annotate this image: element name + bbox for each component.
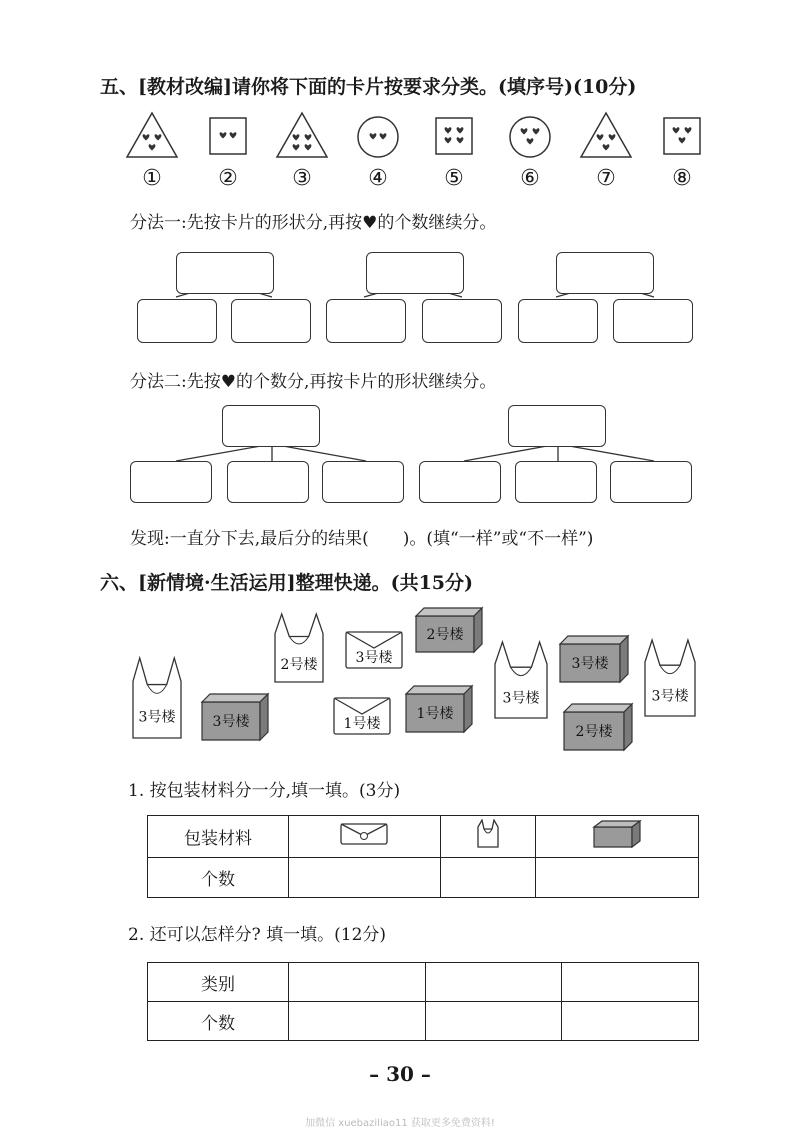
method2-sub-box[interactable] — [610, 461, 692, 503]
parcel-label: 3号楼 — [502, 690, 540, 707]
bag-icon — [473, 819, 503, 849]
method1-sub-box[interactable] — [613, 299, 693, 343]
box-parcel — [558, 634, 630, 684]
parcel-label: 1号楼 — [416, 706, 454, 722]
finding-text: 发现:一直分下去,最后分的结果( )。(填“一样”或“不一样”) — [130, 529, 594, 549]
card-label: ② — [218, 166, 238, 191]
section6-heading: 六、[新情境·生活运用]整理快递。(共15分) — [100, 572, 474, 594]
q2-answer-cell[interactable] — [562, 1002, 699, 1041]
method2-group1-box[interactable] — [222, 405, 320, 447]
section5-heading: 五、[教材改编]请你将下面的卡片按要求分类。(填序号)(10分) — [100, 76, 637, 98]
envelope-parcel — [344, 630, 404, 670]
envelope-icon — [339, 821, 389, 847]
card-label: ① — [142, 166, 162, 191]
q1-answer-cell[interactable] — [440, 858, 535, 898]
q2-prompt: 2. 还可以怎样分? 填一填。(12分) — [128, 925, 387, 945]
card-label: ③ — [292, 166, 312, 191]
bag-parcel — [492, 640, 550, 720]
parcel-label: 3号楼 — [212, 714, 250, 730]
box-parcel — [414, 606, 484, 654]
parcel-label: 3号楼 — [651, 688, 689, 705]
method1-group2-box[interactable] — [366, 252, 464, 294]
parcel-label: 2号楼 — [575, 724, 613, 740]
q2-answer-cell[interactable] — [289, 963, 426, 1002]
method2-group2-box[interactable] — [508, 405, 606, 447]
q2-answer-cell[interactable] — [425, 963, 562, 1002]
method1-sub-box[interactable] — [326, 299, 406, 343]
method2-sub-box[interactable] — [515, 461, 597, 503]
parcel-label: 2号楼 — [280, 656, 318, 673]
method2-sub-box[interactable] — [227, 461, 309, 503]
box-parcel — [562, 702, 634, 752]
method2-sub-box[interactable] — [322, 461, 404, 503]
q1-prompt: 1. 按包装材料分一分,填一填。(3分) — [128, 781, 401, 801]
q2-header-category: 类别 — [148, 963, 289, 1002]
parcel-label: 2号楼 — [426, 627, 464, 643]
box-icon — [590, 819, 644, 849]
method1-sub-box[interactable] — [422, 299, 502, 343]
method2-sub-box[interactable] — [130, 461, 212, 503]
parcel-scene — [0, 600, 800, 770]
method1-sub-box[interactable] — [518, 299, 598, 343]
method2-text: 分法二:先按♥的个数分,再按卡片的形状继续分。 — [130, 372, 497, 392]
envelope-parcel — [332, 696, 392, 736]
bag-parcel — [130, 656, 184, 740]
box-parcel — [200, 692, 270, 742]
q1-table — [147, 815, 699, 898]
card-label: ⑤ — [444, 166, 464, 191]
card-label: ⑥ — [520, 166, 540, 191]
method1-text: 分法一:先按卡片的形状分,再按♥的个数继续分。 — [130, 213, 497, 233]
bag-parcel — [272, 612, 326, 684]
box-parcel — [404, 684, 474, 734]
method1-sub-box[interactable] — [231, 299, 311, 343]
parcel-label: 1号楼 — [343, 716, 381, 733]
parcel-label: 3号楼 — [138, 709, 176, 726]
q2-answer-cell[interactable] — [289, 1002, 426, 1041]
q1-bag-col — [440, 816, 535, 858]
method1-group1-box[interactable] — [176, 252, 274, 294]
q1-envelope-col — [289, 816, 441, 858]
parcel-label: 3号楼 — [355, 650, 393, 667]
method1-group3-box[interactable] — [556, 252, 654, 294]
q1-header-material: 包装材料 — [148, 816, 289, 858]
page-number: – 30 – — [369, 1062, 431, 1086]
watermark: 加微信 xuebaziliao11 获取更多免费资料! — [305, 1118, 495, 1129]
q2-table — [147, 962, 699, 1041]
bag-parcel — [642, 638, 698, 718]
parcel-label: 3号楼 — [571, 656, 609, 672]
card-label: ⑧ — [672, 166, 692, 191]
method2-sub-box[interactable] — [419, 461, 501, 503]
q2-header-count: 个数 — [148, 1002, 289, 1041]
card-label: ⑦ — [596, 166, 616, 191]
q1-answer-cell[interactable] — [535, 858, 698, 898]
q2-answer-cell[interactable] — [562, 963, 699, 1002]
q1-answer-cell[interactable] — [289, 858, 441, 898]
card-label: ④ — [368, 166, 388, 191]
q1-header-count: 个数 — [148, 858, 289, 898]
method1-sub-box[interactable] — [137, 299, 217, 343]
q1-box-col — [535, 816, 698, 858]
q2-answer-cell[interactable] — [425, 1002, 562, 1041]
